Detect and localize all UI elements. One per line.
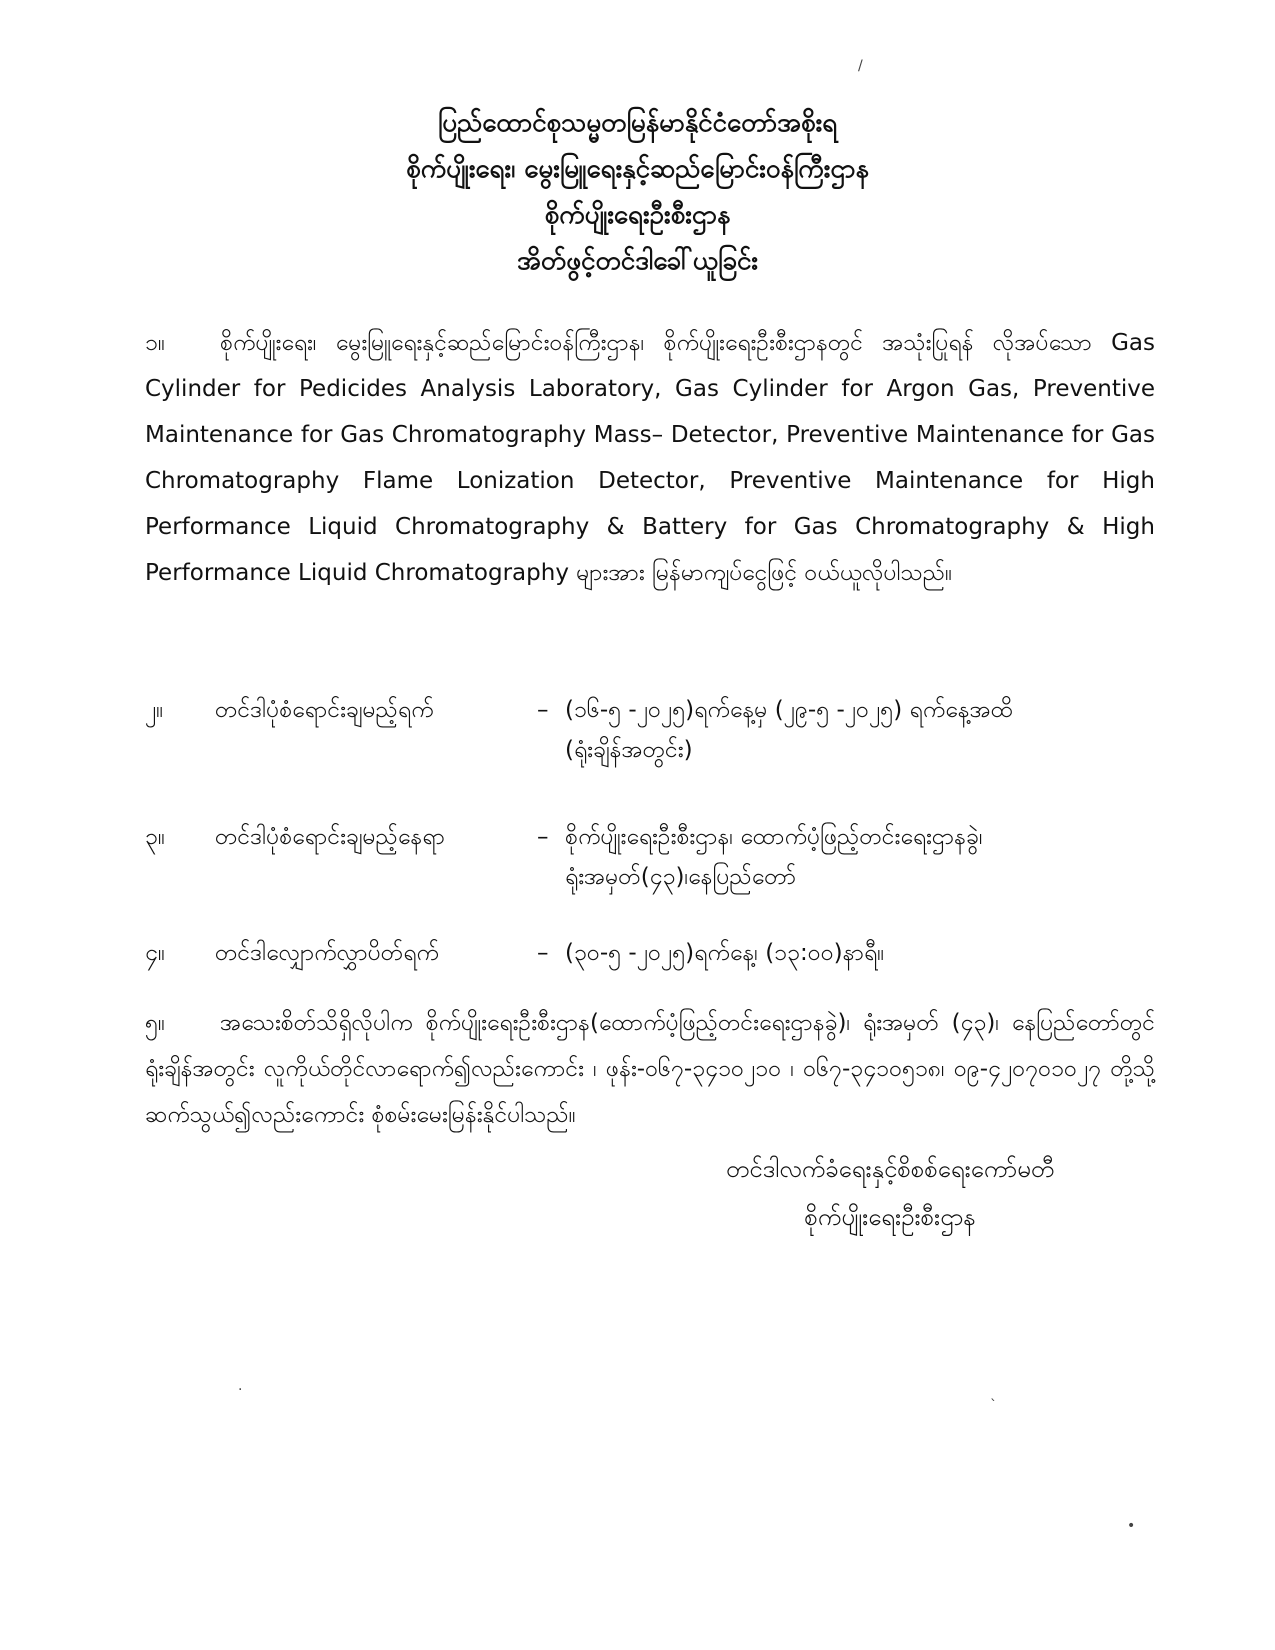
item-2-number: ၂။ <box>145 697 164 723</box>
item-4-value-line1: (၃၀-၅ -၂၀၂၅)ရက်နေ့၊ (၁၃:၀၀)နာရီ။ <box>565 940 885 966</box>
paragraph-1 <box>145 320 1155 596</box>
item-3-value <box>565 817 1155 897</box>
item-2-value-line1: (၁၆-၅ -၂၀၂၅)ရက်နေ့မှ (၂၉-၅ -၂၀၂၅) ရက်နေ့အထိ <box>565 697 1013 723</box>
header-government: ပြည်ထောင်စုသမ္မတမြန်မာနိုင်ငံတော်အစိုးရ <box>437 108 838 138</box>
scan-speck: • <box>1127 1518 1136 1534</box>
item-4-dash: – <box>537 940 549 966</box>
item-4-number: ၄။ <box>145 940 165 966</box>
paragraph-1-number: ၁။ <box>145 330 165 356</box>
item-2-value-line2: (ရုံးချိန်အတွင်း) <box>565 737 693 763</box>
scan-speck: · <box>238 1382 243 1398</box>
item-closing-date <box>145 933 1155 978</box>
signature-block <box>680 1145 1100 1241</box>
paragraph-5-number: ၅။ <box>145 1010 165 1036</box>
header-department: စိုက်ပျိုးရေးဦးစီးဌာန <box>544 200 731 230</box>
item-sale-date <box>145 690 1155 780</box>
signature-committee: တင်ဒါလက်ခံရေးနှင့်စိစစ်ရေးကော်မတီ <box>725 1155 1055 1183</box>
scan-speck: ` <box>990 1398 997 1414</box>
item-3-dash: – <box>537 824 549 850</box>
signature-department: စိုက်ပျိုးရေးဦးစီးဌာန <box>804 1203 976 1231</box>
item-3-number: ၃။ <box>145 824 165 850</box>
document-header <box>0 100 1275 284</box>
item-4-value <box>565 933 1155 973</box>
item-2-dash: – <box>537 697 549 723</box>
item-sale-location <box>145 817 1155 907</box>
item-2-value <box>565 690 1155 770</box>
paragraph-5 <box>145 1000 1155 1138</box>
paragraph-5-text: အသေးစိတ်သိရှိလိုပါက စိုက်ပျိုးရေးဦးစီးဌာန(ထောက်ပံ့ဖြည့်တင်းရေးဌာနခွဲ)၊ ရုံးအမှတ် (၄၃)၊ နေပြည်တော်တွင် ရုံးချိန်အတွင်း လူကိုယ်တိုင်လာရောက်၍လည်းကောင်း ၊ ဖုန်း-၀၆၇-၃၄၁၀၂၁၀ ၊ ၀၆၇-၃၄၁၀၅၁၈၊ ၀၉-၄၂၀၇၀၁၀၂၇ တို့သို့ ဆက်သွယ်၍လည်းကောင်း စုံစမ်းမေးမြန်းနိုင်ပါသည်။ <box>145 1010 1155 1128</box>
header-title: အိတ်ဖွင့်တင်ဒါခေါ်ယူခြင်း <box>517 246 758 276</box>
item-3-value-line1: စိုက်ပျိုးရေးဦးစီးဌာန၊ ထောက်ပံ့ဖြည့်တင်းရေးဌာနခွဲ၊ <box>565 824 983 850</box>
item-3-value-line2: ရုံးအမှတ်(၄၃)၊နေပြည်တော် <box>565 864 797 890</box>
item-3-label: တင်ဒါပုံစံရောင်းချမည့်နေရာ <box>215 824 445 850</box>
scan-speck: / <box>858 58 863 74</box>
header-ministry: စိုက်ပျိုးရေး၊ မွေးမြူရေးနှင့်ဆည်မြောင်းဝန်ကြီးဌာန <box>406 154 869 184</box>
paragraph-1-text: စိုက်ပျိုးရေး၊ မွေးမြူရေးနှင့်ဆည်မြောင်းဝန်ကြီးဌာန၊ စိုက်ပျိုးရေးဦးစီးဌာနတွင် အသုံးပြုရန် လိုအပ်သော Gas Cylinder for Pedicides Analysis Laboratory, Gas Cylinder for Argon Gas, Preventive Maintenance for Gas Chromatography Mass– Detector, Preventive Maintenance for Gas Chromatography Flame Lonization Detector, Preventive Maintenance for High Performance Liquid Chromatography & Battery for Gas Chromatography & High Performance Liquid Chromatography များအား မြန်မာကျပ်ငွေဖြင့် ဝယ်ယူလိုပါသည်။ <box>145 330 1155 586</box>
item-2-label: တင်ဒါပုံစံရောင်းချမည့်ရက် <box>215 697 434 723</box>
item-4-label: တင်ဒါလျှောက်လွှာပိတ်ရက် <box>215 940 439 966</box>
